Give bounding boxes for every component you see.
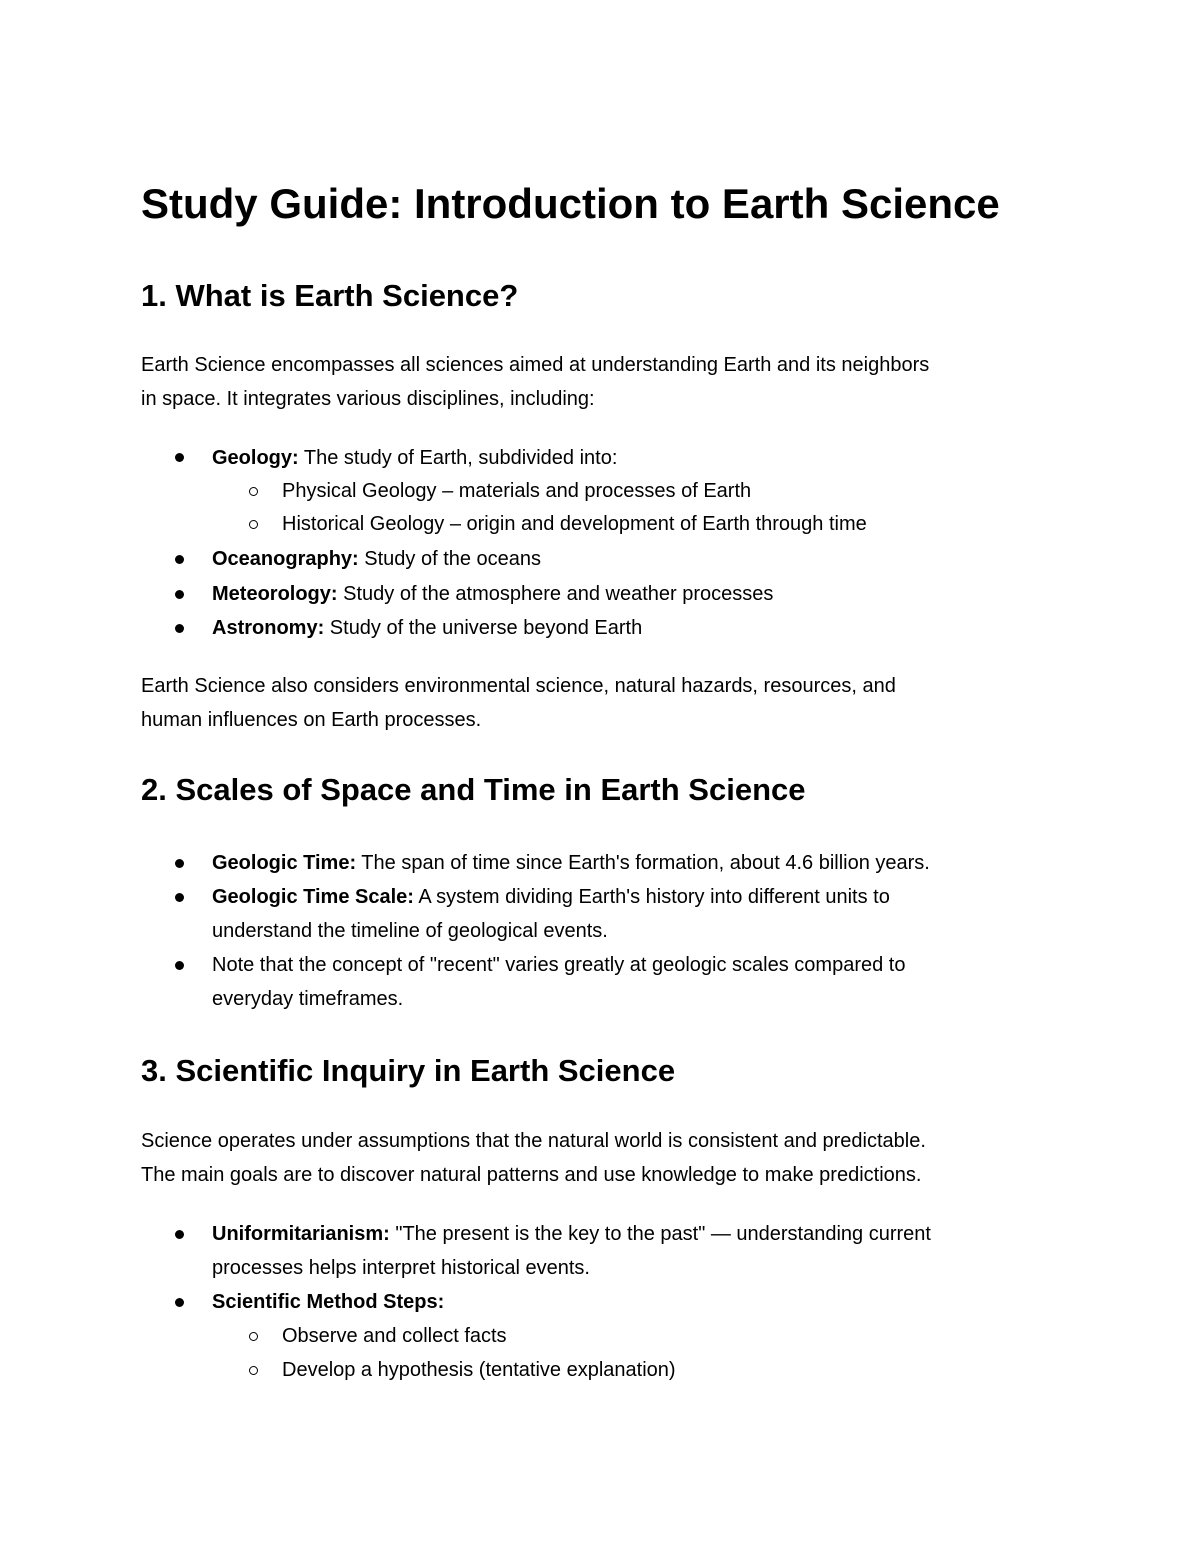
section-1-heading: 1. What is Earth Science? (141, 278, 519, 313)
section-1-intro (141, 348, 1061, 416)
list-item-text (212, 1285, 444, 1319)
bullet-icon (175, 590, 184, 599)
circle-bullet-icon (249, 1366, 258, 1375)
section-1-outro (141, 669, 1061, 737)
list-item-text (212, 880, 890, 914)
list-item-term: Geologic Time: (212, 852, 357, 874)
list-item-text (212, 1217, 931, 1251)
list-item-text (212, 542, 541, 576)
list-item-text (212, 846, 930, 880)
list-item-desc: Study of the oceans (358, 548, 542, 570)
list-item-desc: Study of the universe beyond Earth (324, 617, 643, 639)
section-3-heading: 3. Scientific Inquiry in Earth Science (141, 1053, 676, 1088)
list-item-desc: Study of the atmosphere and weather processes (337, 583, 774, 605)
list-item-desc: The span of time since Earth's formation, about 4.6 billion years. (356, 852, 930, 874)
list-item-term: Oceanography: (212, 548, 359, 570)
outro-line: Earth Science also considers environmental science, natural hazards, resources, and (141, 675, 896, 697)
list-item-text (212, 441, 617, 475)
list-item-term: Geologic Time Scale: (212, 886, 414, 908)
bullet-icon (175, 555, 184, 564)
list-item-term: Astronomy: (212, 617, 325, 639)
section-3-intro (141, 1124, 1061, 1192)
circle-bullet-icon (249, 487, 258, 496)
list-item-text (212, 577, 773, 611)
circle-bullet-icon (249, 1332, 258, 1341)
bullet-icon (175, 453, 184, 462)
bullet-icon (175, 859, 184, 868)
list-item-desc: A system dividing Earth's history into different units to (413, 886, 890, 908)
list-item-desc: "The present is the key to the past" — understanding current (389, 1223, 931, 1245)
list-item-term: Geology: (212, 447, 299, 469)
intro-line: in space. It integrates various disciplines, including: (141, 388, 595, 410)
sub-item-text: Develop a hypothesis (tentative explanation) (282, 1359, 676, 1381)
bullet-icon (175, 1298, 184, 1307)
outro-line: human influences on Earth processes. (141, 709, 482, 731)
bullet-icon (175, 961, 184, 970)
list-item-continuation: everyday timeframes. (212, 988, 404, 1010)
list-item-continuation: processes helps interpret historical events. (212, 1257, 590, 1279)
bullet-icon (175, 1230, 184, 1239)
circle-bullet-icon (249, 520, 258, 529)
sub-item-text: Physical Geology – materials and processes of Earth (282, 480, 752, 502)
list-item-continuation: understand the timeline of geological events. (212, 920, 608, 942)
list-item-text (212, 611, 642, 645)
sub-item-text: Observe and collect facts (282, 1325, 507, 1347)
bullet-icon (175, 893, 184, 902)
list-item-term: Scientific Method Steps: (212, 1291, 445, 1313)
intro-line: The main goals are to discover natural patterns and use knowledge to make predictions. (141, 1164, 922, 1186)
list-item-text: Note that the concept of "recent" varies greatly at geologic scales compared to (212, 954, 906, 976)
list-item-term: Uniformitarianism: (212, 1223, 390, 1245)
intro-line: Earth Science encompasses all sciences aimed at understanding Earth and its neighbors (141, 354, 930, 376)
sub-item-text: Historical Geology – origin and development of Earth through time (282, 513, 867, 535)
page-title: Study Guide: Introduction to Earth Science (141, 180, 1000, 227)
list-item-desc: The study of Earth, subdivided into: (298, 447, 618, 469)
intro-line: Science operates under assumptions that the natural world is consistent and predictable. (141, 1130, 926, 1152)
section-2-heading: 2. Scales of Space and Time in Earth Science (141, 772, 806, 807)
bullet-icon (175, 624, 184, 633)
list-item-term: Meteorology: (212, 583, 338, 605)
